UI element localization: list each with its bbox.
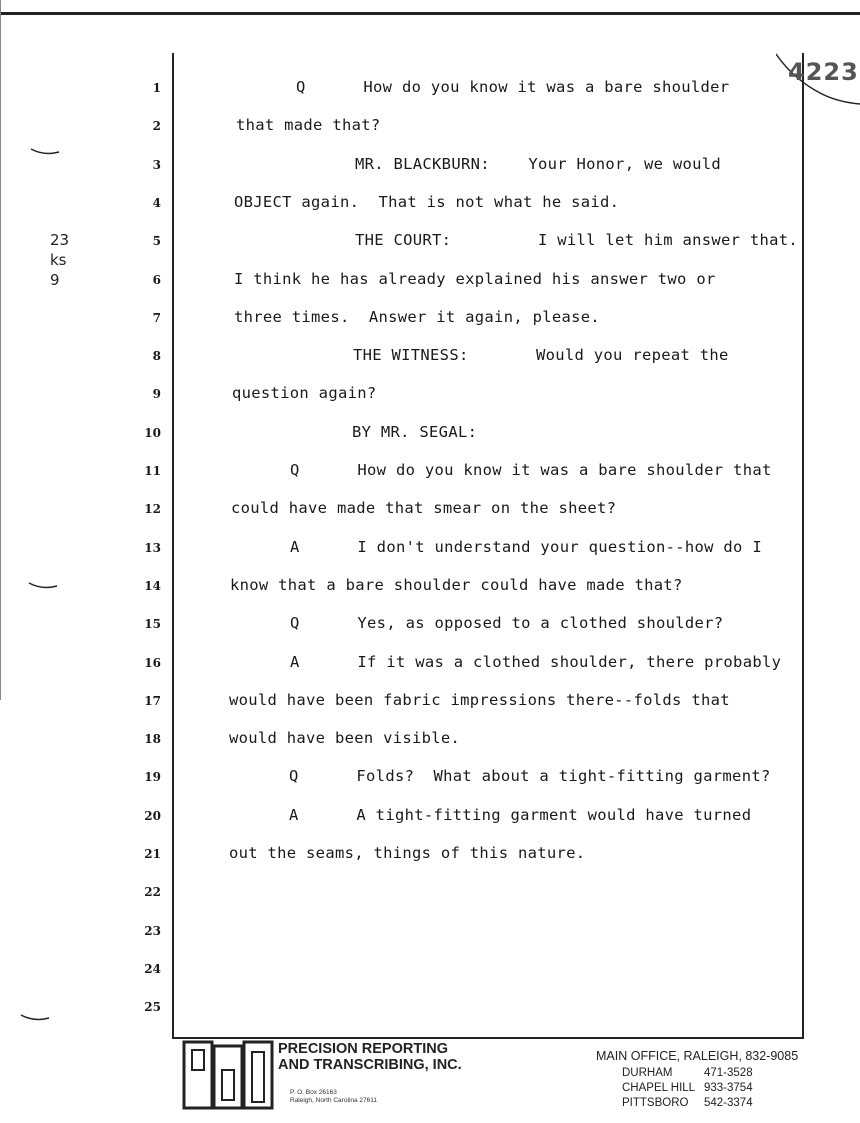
transcript-line: MR. BLACKBURN: Your Honor, we would bbox=[355, 154, 722, 173]
line-number: 18 bbox=[144, 732, 161, 747]
margin-tick bbox=[28, 582, 58, 590]
line-number: 15 bbox=[144, 617, 161, 632]
office-phone: 933-3754 bbox=[704, 1082, 753, 1094]
transcript-line: question again? bbox=[232, 384, 377, 403]
line-number: 7 bbox=[152, 310, 161, 325]
transcript-line: Q Yes, as opposed to a clothed shoulder? bbox=[290, 614, 724, 633]
transcript-line: three times. Answer it again, please. bbox=[234, 307, 601, 326]
line-number: 6 bbox=[152, 272, 161, 287]
line-number: 3 bbox=[152, 157, 161, 172]
line-number: 5 bbox=[152, 234, 161, 249]
line-number: 9 bbox=[152, 387, 161, 402]
office-name: CHAPEL HILL bbox=[622, 1082, 696, 1094]
transcript-line: that made that? bbox=[236, 116, 381, 135]
line-number: 14 bbox=[144, 578, 161, 593]
transcript-line: A If it was a clothed shoulder, there probably bbox=[290, 652, 782, 671]
office-durham bbox=[622, 1067, 762, 1079]
line-number: 20 bbox=[144, 808, 161, 823]
line-number: 19 bbox=[144, 770, 161, 785]
office-name: PITTSBORO bbox=[622, 1097, 689, 1109]
transcript-line: BY MR. SEGAL: bbox=[352, 422, 478, 441]
line-number: 21 bbox=[144, 847, 161, 861]
pt-logo-icon bbox=[182, 1040, 278, 1110]
office-phone: 542-3374 bbox=[704, 1097, 753, 1109]
transcript-line: THE WITNESS: Would you repeat the bbox=[353, 346, 729, 365]
line-number: 4 bbox=[152, 195, 161, 210]
main-office: MAIN OFFICE, RALEIGH, 832-9085 bbox=[596, 1049, 799, 1063]
transcript-line: know that a bare shoulder could have made that? bbox=[230, 575, 683, 594]
transcript-line: A A tight-fitting garment would have turned bbox=[289, 805, 752, 824]
margin-tick bbox=[30, 148, 60, 156]
line-number: 16 bbox=[144, 655, 161, 670]
address-line: P. O. Box 26163 bbox=[290, 1089, 337, 1096]
margin-note-line: 9 bbox=[50, 271, 60, 289]
margin-note-line: ks bbox=[50, 251, 67, 269]
transcript-line: Q How do you know it was a bare shoulder bbox=[296, 78, 730, 96]
page-number: 4223 bbox=[788, 58, 859, 86]
margin-note-line: 23 bbox=[50, 231, 70, 249]
line-number: 24 bbox=[144, 961, 161, 976]
transcript-line: out the seams, things of this nature. bbox=[229, 844, 586, 862]
transcript-line: Q Folds? What about a tight-fitting garment? bbox=[289, 767, 771, 786]
office-chapel-hill bbox=[622, 1082, 762, 1094]
firm-address bbox=[290, 1089, 377, 1105]
line-number: 1 bbox=[152, 81, 161, 95]
transcript-line: I think he has already explained his answer two or bbox=[234, 269, 716, 288]
firm-name-line: AND TRANSCRIBING, INC. bbox=[278, 1057, 462, 1073]
line-number: 13 bbox=[144, 540, 161, 555]
firm-name-line: PRECISION REPORTING bbox=[278, 1041, 448, 1057]
line-number: 22 bbox=[144, 885, 161, 900]
line-number: 2 bbox=[152, 119, 161, 134]
page-edge bbox=[0, 0, 1, 700]
address-line: Raleigh, North Carolina 27611 bbox=[290, 1097, 377, 1104]
line-number: 25 bbox=[144, 1000, 161, 1015]
transcript-line: would have been visible. bbox=[229, 729, 461, 748]
line-number: 23 bbox=[144, 923, 161, 938]
line-number: 11 bbox=[144, 464, 161, 478]
transcript-line: Q How do you know it was a bare shoulder that bbox=[290, 461, 772, 479]
transcript-line: THE COURT: I will let him answer that. bbox=[355, 231, 799, 250]
top-rule bbox=[0, 12, 860, 15]
line-number: 12 bbox=[144, 502, 161, 517]
transcript-line: would have been fabric impressions there--folds that bbox=[229, 690, 730, 709]
margin-tick bbox=[20, 1014, 50, 1022]
office-pittsboro bbox=[622, 1097, 762, 1109]
office-phone: 471-3528 bbox=[704, 1067, 753, 1079]
transcript-line: A I don't understand your question--how do I bbox=[290, 537, 762, 556]
margin-note bbox=[50, 230, 80, 290]
transcript-line: OBJECT again. That is not what he said. bbox=[234, 192, 620, 211]
line-number: 10 bbox=[144, 425, 161, 440]
line-number: 8 bbox=[152, 349, 161, 364]
firm-name bbox=[278, 1041, 462, 1073]
office-name: DURHAM bbox=[622, 1067, 673, 1079]
line-number: 17 bbox=[144, 693, 161, 708]
transcript-line: could have made that smear on the sheet? bbox=[231, 499, 617, 518]
